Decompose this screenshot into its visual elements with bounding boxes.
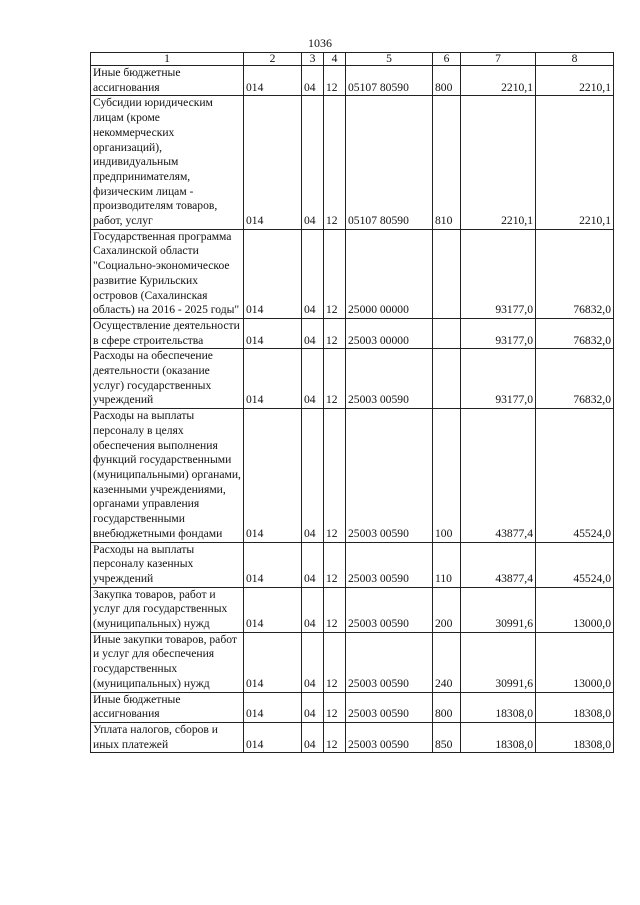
expense-name: Уплата налогов, сборов и иных платежей	[91, 722, 244, 752]
section-code: 04	[302, 587, 324, 632]
subsection-code: 12	[324, 722, 346, 752]
subsection-code: 12	[324, 692, 346, 722]
expense-name: Расходы на выплаты персоналу казенных учреждений	[91, 542, 244, 587]
target-article-code: 25003 00590	[346, 409, 433, 542]
expense-name: Иные бюджетные ассигнования	[91, 692, 244, 722]
column-header: 7	[461, 53, 536, 66]
column-header: 4	[324, 53, 346, 66]
expense-type-code: 800	[433, 692, 461, 722]
expense-name: Закупка товаров, работ и услуг для государственных (муниципальных) нужд	[91, 587, 244, 632]
expense-type-code: 800	[433, 66, 461, 96]
table-row	[91, 318, 614, 348]
subsection-code: 12	[324, 542, 346, 587]
table-row	[91, 349, 614, 409]
expense-name: Субсидии юридическим лицам (кроме некоммерческих организаций), индивидуальным предпринимателям, физическим лицам - производителям товаров, работ, услуг	[91, 96, 244, 229]
amount-col7: 43877,4	[461, 542, 536, 587]
column-header: 2	[244, 53, 302, 66]
amount-col7: 2210,1	[461, 96, 536, 229]
expense-name: Иные закупки товаров, работ и услуг для обеспечения государственных (муниципальных) нужд	[91, 632, 244, 692]
ministry-code: 014	[244, 587, 302, 632]
expense-name: Государственная программа Сахалинской области "Социально-экономическое развитие Курильских островов (Сахалинская область) на 2016 - 2025 годы"	[91, 229, 244, 318]
target-article-code: 25000 00000	[346, 229, 433, 318]
page-number: 1036	[308, 36, 332, 50]
table-row	[91, 229, 614, 318]
amount-col8: 76832,0	[536, 349, 614, 409]
table-row	[91, 692, 614, 722]
section-code: 04	[302, 632, 324, 692]
column-header: 5	[346, 53, 433, 66]
amount-col7: 2210,1	[461, 66, 536, 96]
column-header: 3	[302, 53, 324, 66]
amount-col8: 2210,1	[536, 66, 614, 96]
amount-col7: 93177,0	[461, 349, 536, 409]
amount-col8: 18308,0	[536, 722, 614, 752]
target-article-code: 25003 00590	[346, 542, 433, 587]
amount-col8: 2210,1	[536, 96, 614, 229]
target-article-code: 25003 00590	[346, 349, 433, 409]
target-article-code: 25003 00590	[346, 722, 433, 752]
header-row	[91, 53, 614, 66]
expense-name: Расходы на выплаты персоналу в целях обеспечения выполнения функций государственными (муниципальными) органами, казенными учреждениями, органами управления государственными внебюджетными фондами	[91, 409, 244, 542]
table-row	[91, 722, 614, 752]
amount-col8: 45524,0	[536, 409, 614, 542]
target-article-code: 25003 00590	[346, 632, 433, 692]
target-article-code: 05107 80590	[346, 96, 433, 229]
ministry-code: 014	[244, 722, 302, 752]
expense-name: Расходы на обеспечение деятельности (оказание услуг) государственных учреждений	[91, 349, 244, 409]
ministry-code: 014	[244, 318, 302, 348]
ministry-code: 014	[244, 349, 302, 409]
amount-col7: 18308,0	[461, 722, 536, 752]
amount-col7: 18308,0	[461, 692, 536, 722]
ministry-code: 014	[244, 66, 302, 96]
amount-col8: 13000,0	[536, 632, 614, 692]
ministry-code: 014	[244, 96, 302, 229]
expense-type-code: 240	[433, 632, 461, 692]
amount-col8: 76832,0	[536, 229, 614, 318]
expense-name: Иные бюджетные ассигнования	[91, 66, 244, 96]
section-code: 04	[302, 66, 324, 96]
table-row	[91, 632, 614, 692]
ministry-code: 014	[244, 409, 302, 542]
ministry-code: 014	[244, 542, 302, 587]
expense-type-code	[433, 229, 461, 318]
table-row	[91, 409, 614, 542]
table-row	[91, 66, 614, 96]
section-code: 04	[302, 229, 324, 318]
ministry-code: 014	[244, 692, 302, 722]
column-header: 1	[91, 53, 244, 66]
expense-type-code	[433, 349, 461, 409]
expense-type-code: 810	[433, 96, 461, 229]
amount-col7: 30991,6	[461, 587, 536, 632]
expense-type-code: 110	[433, 542, 461, 587]
expense-type-code: 100	[433, 409, 461, 542]
subsection-code: 12	[324, 66, 346, 96]
subsection-code: 12	[324, 632, 346, 692]
expense-type-code: 200	[433, 587, 461, 632]
table-row	[91, 96, 614, 229]
amount-col8: 18308,0	[536, 692, 614, 722]
column-header: 6	[433, 53, 461, 66]
section-code: 04	[302, 722, 324, 752]
subsection-code: 12	[324, 96, 346, 229]
subsection-code: 12	[324, 318, 346, 348]
subsection-code: 12	[324, 349, 346, 409]
target-article-code: 05107 80590	[346, 66, 433, 96]
table-row	[91, 542, 614, 587]
subsection-code: 12	[324, 587, 346, 632]
section-code: 04	[302, 318, 324, 348]
target-article-code: 25003 00000	[346, 318, 433, 348]
target-article-code: 25003 00590	[346, 692, 433, 722]
amount-col7: 43877,4	[461, 409, 536, 542]
section-code: 04	[302, 349, 324, 409]
subsection-code: 12	[324, 409, 346, 542]
amount-col7: 30991,6	[461, 632, 536, 692]
amount-col8: 76832,0	[536, 318, 614, 348]
amount-col7: 93177,0	[461, 229, 536, 318]
expense-type-code	[433, 318, 461, 348]
section-code: 04	[302, 542, 324, 587]
section-code: 04	[302, 96, 324, 229]
ministry-code: 014	[244, 632, 302, 692]
subsection-code: 12	[324, 229, 346, 318]
budget-table	[90, 52, 614, 753]
amount-col7: 93177,0	[461, 318, 536, 348]
table-row	[91, 587, 614, 632]
target-article-code: 25003 00590	[346, 587, 433, 632]
section-code: 04	[302, 692, 324, 722]
expense-type-code: 850	[433, 722, 461, 752]
ministry-code: 014	[244, 229, 302, 318]
column-header: 8	[536, 53, 614, 66]
expense-name: Осуществление деятельности в сфере строительства	[91, 318, 244, 348]
section-code: 04	[302, 409, 324, 542]
amount-col8: 45524,0	[536, 542, 614, 587]
amount-col8: 13000,0	[536, 587, 614, 632]
